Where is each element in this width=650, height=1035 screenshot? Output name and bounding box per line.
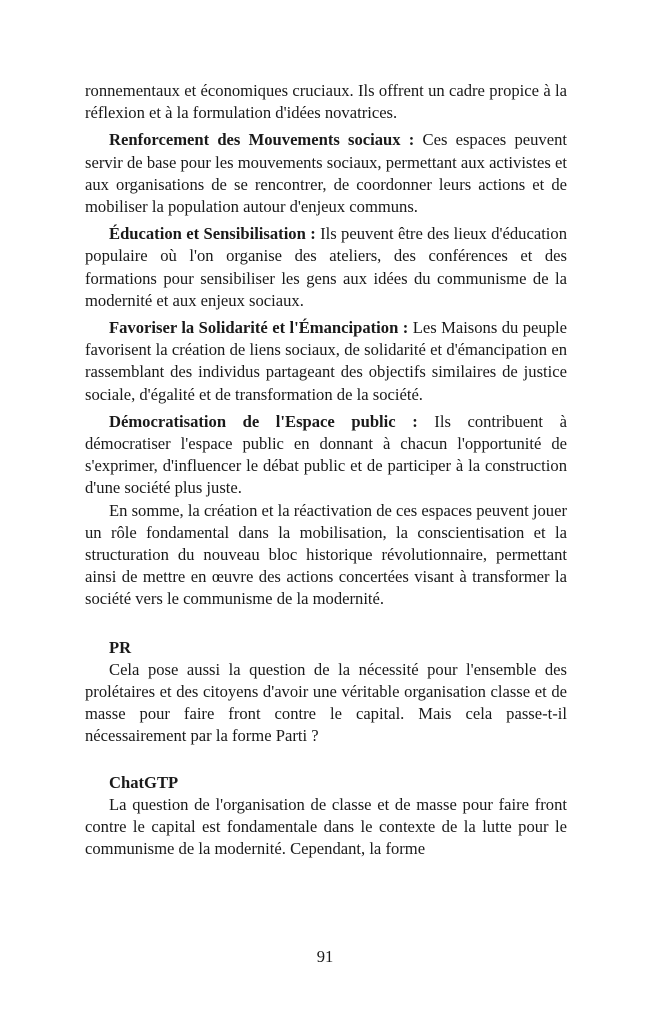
paragraph-text: La question de l'organisation de classe et de masse pour faire front contre le capital est fondamentale dans le contexte de la lutte pour le communisme de la modernité. Cependant, la forme: [85, 794, 567, 859]
paragraph-text: Ils peuvent être des lieux d'éducation populaire où l'on organise des ateliers, des conférences et des formations pour sensibiliser les gens aux idées du communisme de la modernité et aux enjeux sociaux.: [85, 224, 568, 310]
paragraph-pr-question: [85, 659, 567, 748]
paragraph-lead: Éducation et Sensibilisation :: [109, 224, 316, 244]
paragraph-text: Cela pose aussi la question de la nécessité pour l'ensemble des prolétaires et des citoyens d'avoir une véritable organisation classe et de masse pour faire front contre le capital. Mais cela passe-t-il nécessairement par la forme Parti ?: [85, 659, 567, 746]
paragraph-en-somme: [85, 500, 567, 611]
paragraph-lead: Favoriser la Solidarité et l'Émancipation :: [109, 318, 409, 338]
paragraph-text: En somme, la création et la réactivation de ces espaces peuvent jouer un rôle fondamental dans la mobilisation, la conscientisation et la structuration du nouveau bloc historique révolutionnaire, permettant ainsi de mettre en œuvre des actions concertées visant à transformer la société vers le communisme de la modernité.: [85, 500, 567, 609]
speaker-label-pr: PR: [109, 637, 132, 657]
page-number: 91: [316, 947, 334, 966]
paragraph-chatgpt-answer: [85, 794, 567, 861]
paragraph-text: Ces espaces peuvent servir de base pour les mouvements sociaux, permettant aux activistes et aux organisations de se rencontrer, de coordonner leurs actions et de mobiliser la population autour d'enjeux communs.: [85, 130, 567, 217]
paragraph-text: Ils contribuent à démocratiser l'espace public en donnant à chacun l'opportunité de s'exprimer, d'influencer le débat public et de participer à la construction d'une société plus juste.: [85, 411, 567, 498]
paragraph-text: ronnementaux et économiques cruciaux. Ils offrent un cadre propice à la réflexion et à la formulation d'idées novatrices.: [85, 81, 567, 123]
paragraph-renforcement: [85, 129, 567, 218]
paragraph-democratisation: [85, 411, 567, 500]
paragraph-lead: Renforcement des Mouvements sociaux :: [109, 130, 415, 150]
page-body: [85, 80, 567, 861]
paragraph-education: [85, 223, 567, 312]
paragraph-solidarite: [85, 317, 567, 406]
paragraph-text: Les Maisons du peuple favorisent la création de liens sociaux, de solidarité et d'émancipation en rassemblant des individus partageant des objectifs similaires de justice sociale, d'égalité et de transformation de la société.: [85, 318, 567, 404]
paragraph-lead: Démocratisation de l'Espace public :: [109, 411, 418, 431]
paragraph-continuation: [85, 80, 567, 124]
speaker-label-chatgpt: ChatGTP: [109, 772, 179, 792]
